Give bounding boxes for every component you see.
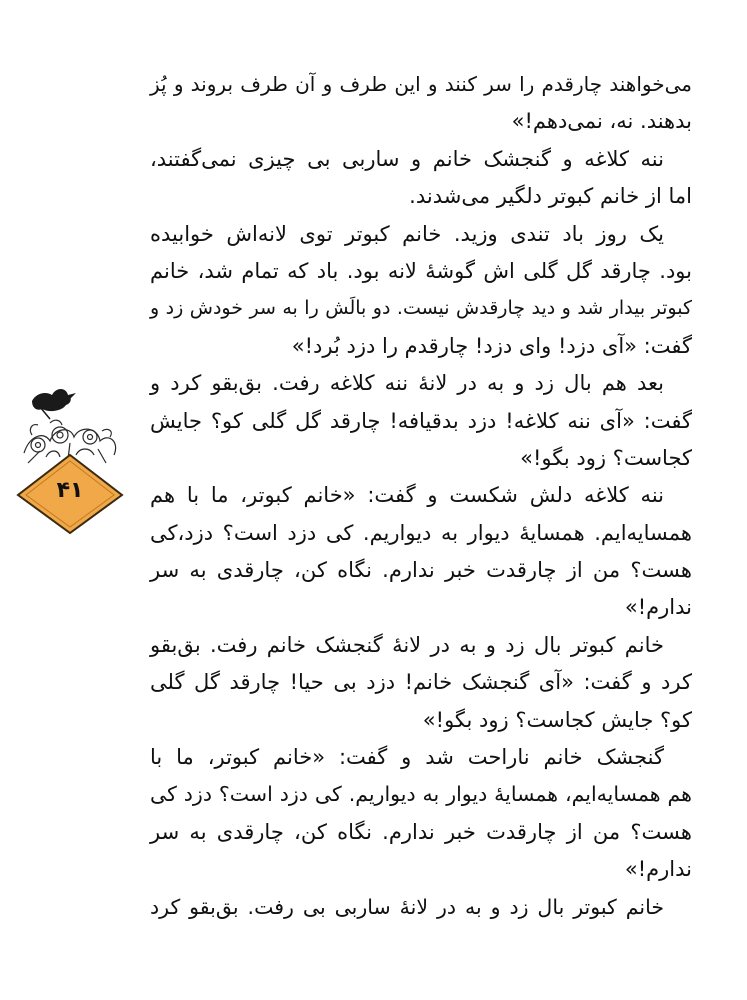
page-number-badge xyxy=(10,375,130,535)
text-line: خانم کبوتر بال زد و به در لانهٔ گنجشک خانم رفت. بق‌بقو xyxy=(150,632,664,657)
text-line: گنجشک خانم ناراحت شد و گفت: «خانم کبوتر، ما با xyxy=(150,745,664,770)
text-line: بدهند. نه، نمی‌دهم!» xyxy=(511,109,692,134)
text-line: بعد هم بال زد و به در لانهٔ ننه کلاغه رفت. بق‌بقو کرد و xyxy=(150,371,664,396)
text-line: می‌خواهند چارقدم را سر کنند و این طرف و آن طرف بروند و پُز xyxy=(150,72,692,96)
text-line: همسایه‌ایم. همسایهٔ دیوار به دیواریم. کی دزد است؟ دزد،کی xyxy=(150,520,692,545)
text-line: یک روز باد تندی وزید. خانم کبوتر توی لانه‌اش خوابیده xyxy=(150,221,664,246)
text-line: ندارم!» xyxy=(624,857,692,882)
text-line: کو؟ جایش کجاست؟ زود بگو!» xyxy=(422,707,692,732)
text-line: هست؟ من از چارقدت خبر ندارم. نگاه کن، چارقدی به سر xyxy=(150,819,692,844)
text-line: اما از خانم کبوتر دلگیر می‌شدند. xyxy=(409,184,692,209)
text-line: ننه کلاغه دلش شکست و گفت: «خانم کبوتر، ما با هم xyxy=(150,483,664,508)
text-line: خانم کبوتر بال زد و به در لانهٔ ساربی بی رفت. بق‌بقو کرد xyxy=(150,894,664,919)
text-line: بود. چارقد گل گلی اش گوشهٔ لانه بود. باد که تمام شد، خانم xyxy=(150,258,692,283)
text-line: هست؟ من از چارقدت خبر ندارم. نگاه کن، چارقدی به سر xyxy=(150,558,692,583)
text-line: کرد و گفت: «آی گنجشک خانم! دزد بی حیا! چارقد گل گلی xyxy=(150,670,692,695)
text-line: گفت: «آی دزد! وای دزد! چارقدم را دزد بُرد!» xyxy=(291,333,692,358)
text-line: کجاست؟ زود بگو!» xyxy=(520,445,692,470)
page-number: ۴۱ xyxy=(56,478,84,503)
text-line: ننه کلاغه و گنجشک خانم و سار‌بی بی چیزی نمی‌گفتند، xyxy=(150,146,664,171)
text-line: کبوتر بیدار شد و دید چارقدش نیست. دو بالَش را به سر خودش زد و xyxy=(150,297,692,320)
text-line: هم همسایه‌ایم، همسایهٔ دیوار به دیواریم. کی دزد است؟ دزد کی xyxy=(150,782,692,807)
story-text xyxy=(150,66,692,926)
text-line: ندارم!» xyxy=(624,595,692,620)
bird-icon xyxy=(32,389,76,419)
text-line: گفت: «آی ننه کلاغه! دزد بدقیافه! چارقد گل گلی کو؟ جایش xyxy=(150,408,692,433)
